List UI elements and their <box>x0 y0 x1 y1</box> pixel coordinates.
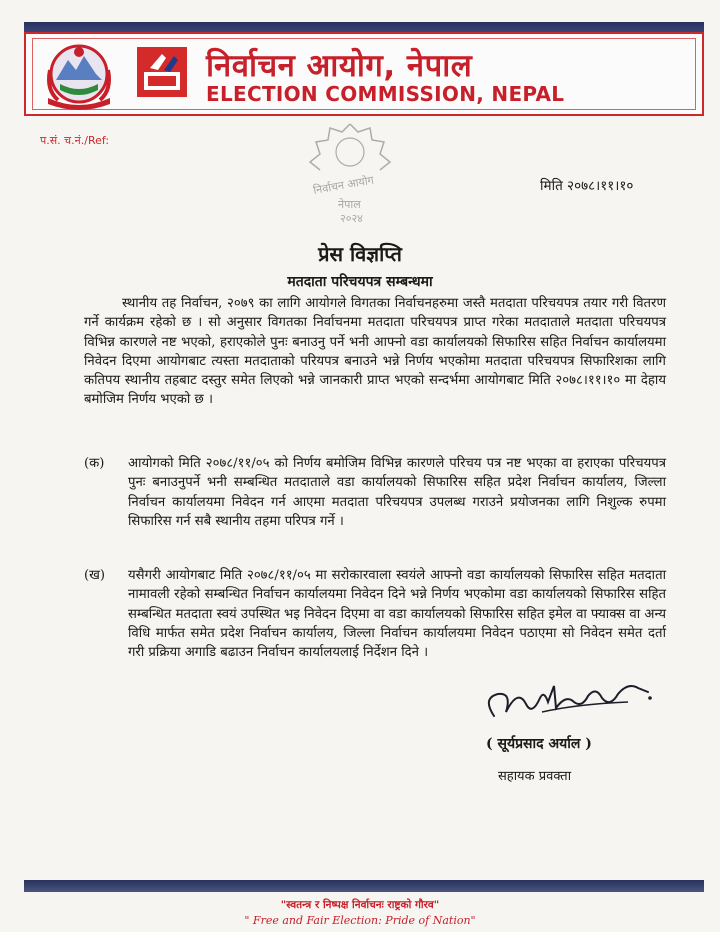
official-stamp-icon <box>300 118 400 226</box>
commission-title-english: ELECTION COMMISSION, NEPAL <box>206 82 565 106</box>
svg-text:२०२४: २०२४ <box>340 212 363 225</box>
document-date: मिति २०७८।११।१० <box>540 178 634 194</box>
header-top-band <box>24 22 704 32</box>
press-release-subheading: मतदाता परिचयपत्र सम्बन्धमा <box>287 274 433 290</box>
press-release-heading: प्रेस विज्ञप्ति <box>318 242 402 266</box>
svg-text:निर्वाचन आयोग: निर्वाचन आयोग <box>312 173 375 197</box>
signer-name: ( सूर्यप्रसाद अर्याल ) <box>486 736 592 752</box>
commission-title-nepali: निर्वाचन आयोग, नेपाल <box>206 48 473 84</box>
footer-slogan-english: " Free and Fair Election: Pride of Nation" <box>244 914 476 927</box>
footer-slogan-nepali: "स्वतन्त्र र निष्पक्ष निर्वाचनः राष्ट्रको गौरव" <box>280 899 440 911</box>
item-text: यसैगरी आयोगबाट मिति २०७८/११/०५ मा सरोकारवाला स्वयंले आफ्नो वडा कार्यालयको सिफारिस सहित मतदाता नामावली रहेको सम्बन्धित निर्वाचन कार्यालयमा निवेदन दिने भन्ने निर्णय भएकोमा वडा कार्यालयको सिफारिस सहित सम्बन्धित मतदाता स्वयं उपस्थित भइ निवेदन दिएमा वा वडा कार्यालयको सिफारिस सहित इमेल वा फ्याक्स वा अन्य विधि मार्फत समेत प्रदेश निर्वाचन कार्यालय, जिल्ला निर्वाचन कार्यालयमा निवेदन पठाएमा सो निवेदन समेत दर्ता गरी प्रक्रिया अगाडि बढाउन निर्वाचन कार्यालयलाई निर्देशन दिने । <box>128 568 666 661</box>
handwritten-signature-icon <box>478 668 658 732</box>
item-marker: (क) <box>84 456 105 471</box>
body-paragraph: स्थानीय तह निर्वाचन, २०७९ का लागि आयोगले विगतका निर्वाचनहरुमा जस्तै मतदाता परिचयपत्र तयार गरी वितरण गर्ने कार्यक्रम रहेको छ । सो अनुसार विगतका निर्वाचनमा मतदाता परिचयपत्र प्राप्त गरेका मतदाताले मतदाता परिचयपत्र विभिन्न कारणले नष्ट भएको, हराएकोले पुनः बनाउनु पर्ने भनी आफ्नो वडा कार्यालयको सिफारिस सहित निर्वाचन कार्यालयमा निवेदन दिएमा आयोगबाट त्यस्ता मतदाताको परियपत्र बनाउने भन्ने निर्णय भएकोमा मतदाता परिचयपत्र सिफारिशका लागि कतिपय स्थानीय तहबाट दस्तुर समेत लिएको भन्ने जानकारी प्राप्त भएको सन्दर्भमा आयोगबाट मिति २०७८।११।१० मा देहाय बमोजिम निर्णय भएको छ । <box>84 296 666 408</box>
election-commission-logo-icon <box>136 46 188 98</box>
item-marker: (ख) <box>84 568 106 583</box>
footer-band <box>24 880 704 892</box>
reference-label: प.सं. च.नं./Ref: <box>40 134 110 147</box>
signer-role: सहायक प्रवक्ता <box>498 769 572 784</box>
svg-text:नेपाल: नेपाल <box>338 198 361 211</box>
nepal-emblem-icon <box>40 40 118 112</box>
item-text: आयोगको मिति २०७८/११/०५ को निर्णय बमोजिम विभिन्न कारणले परिचय पत्र नष्ट भएका वा हराएका परिचयपत्र पुनः बनाउनुपर्ने भनी सम्बन्धित मतदाताले वडा कार्यालयको सिफारिस सहित प्रदेश निर्वाचन कार्यालय, जिल्ला निर्वाचन कार्यालयमा निवेदन गर्न आएमा मतदाता परिचयपत्र उपलब्ध गराउने प्रयोजनका लागि निशुल्क रुपमा सिफारिस गर्न सबै स्थानीय तहमा परिपत्र गर्ने । <box>128 456 666 529</box>
